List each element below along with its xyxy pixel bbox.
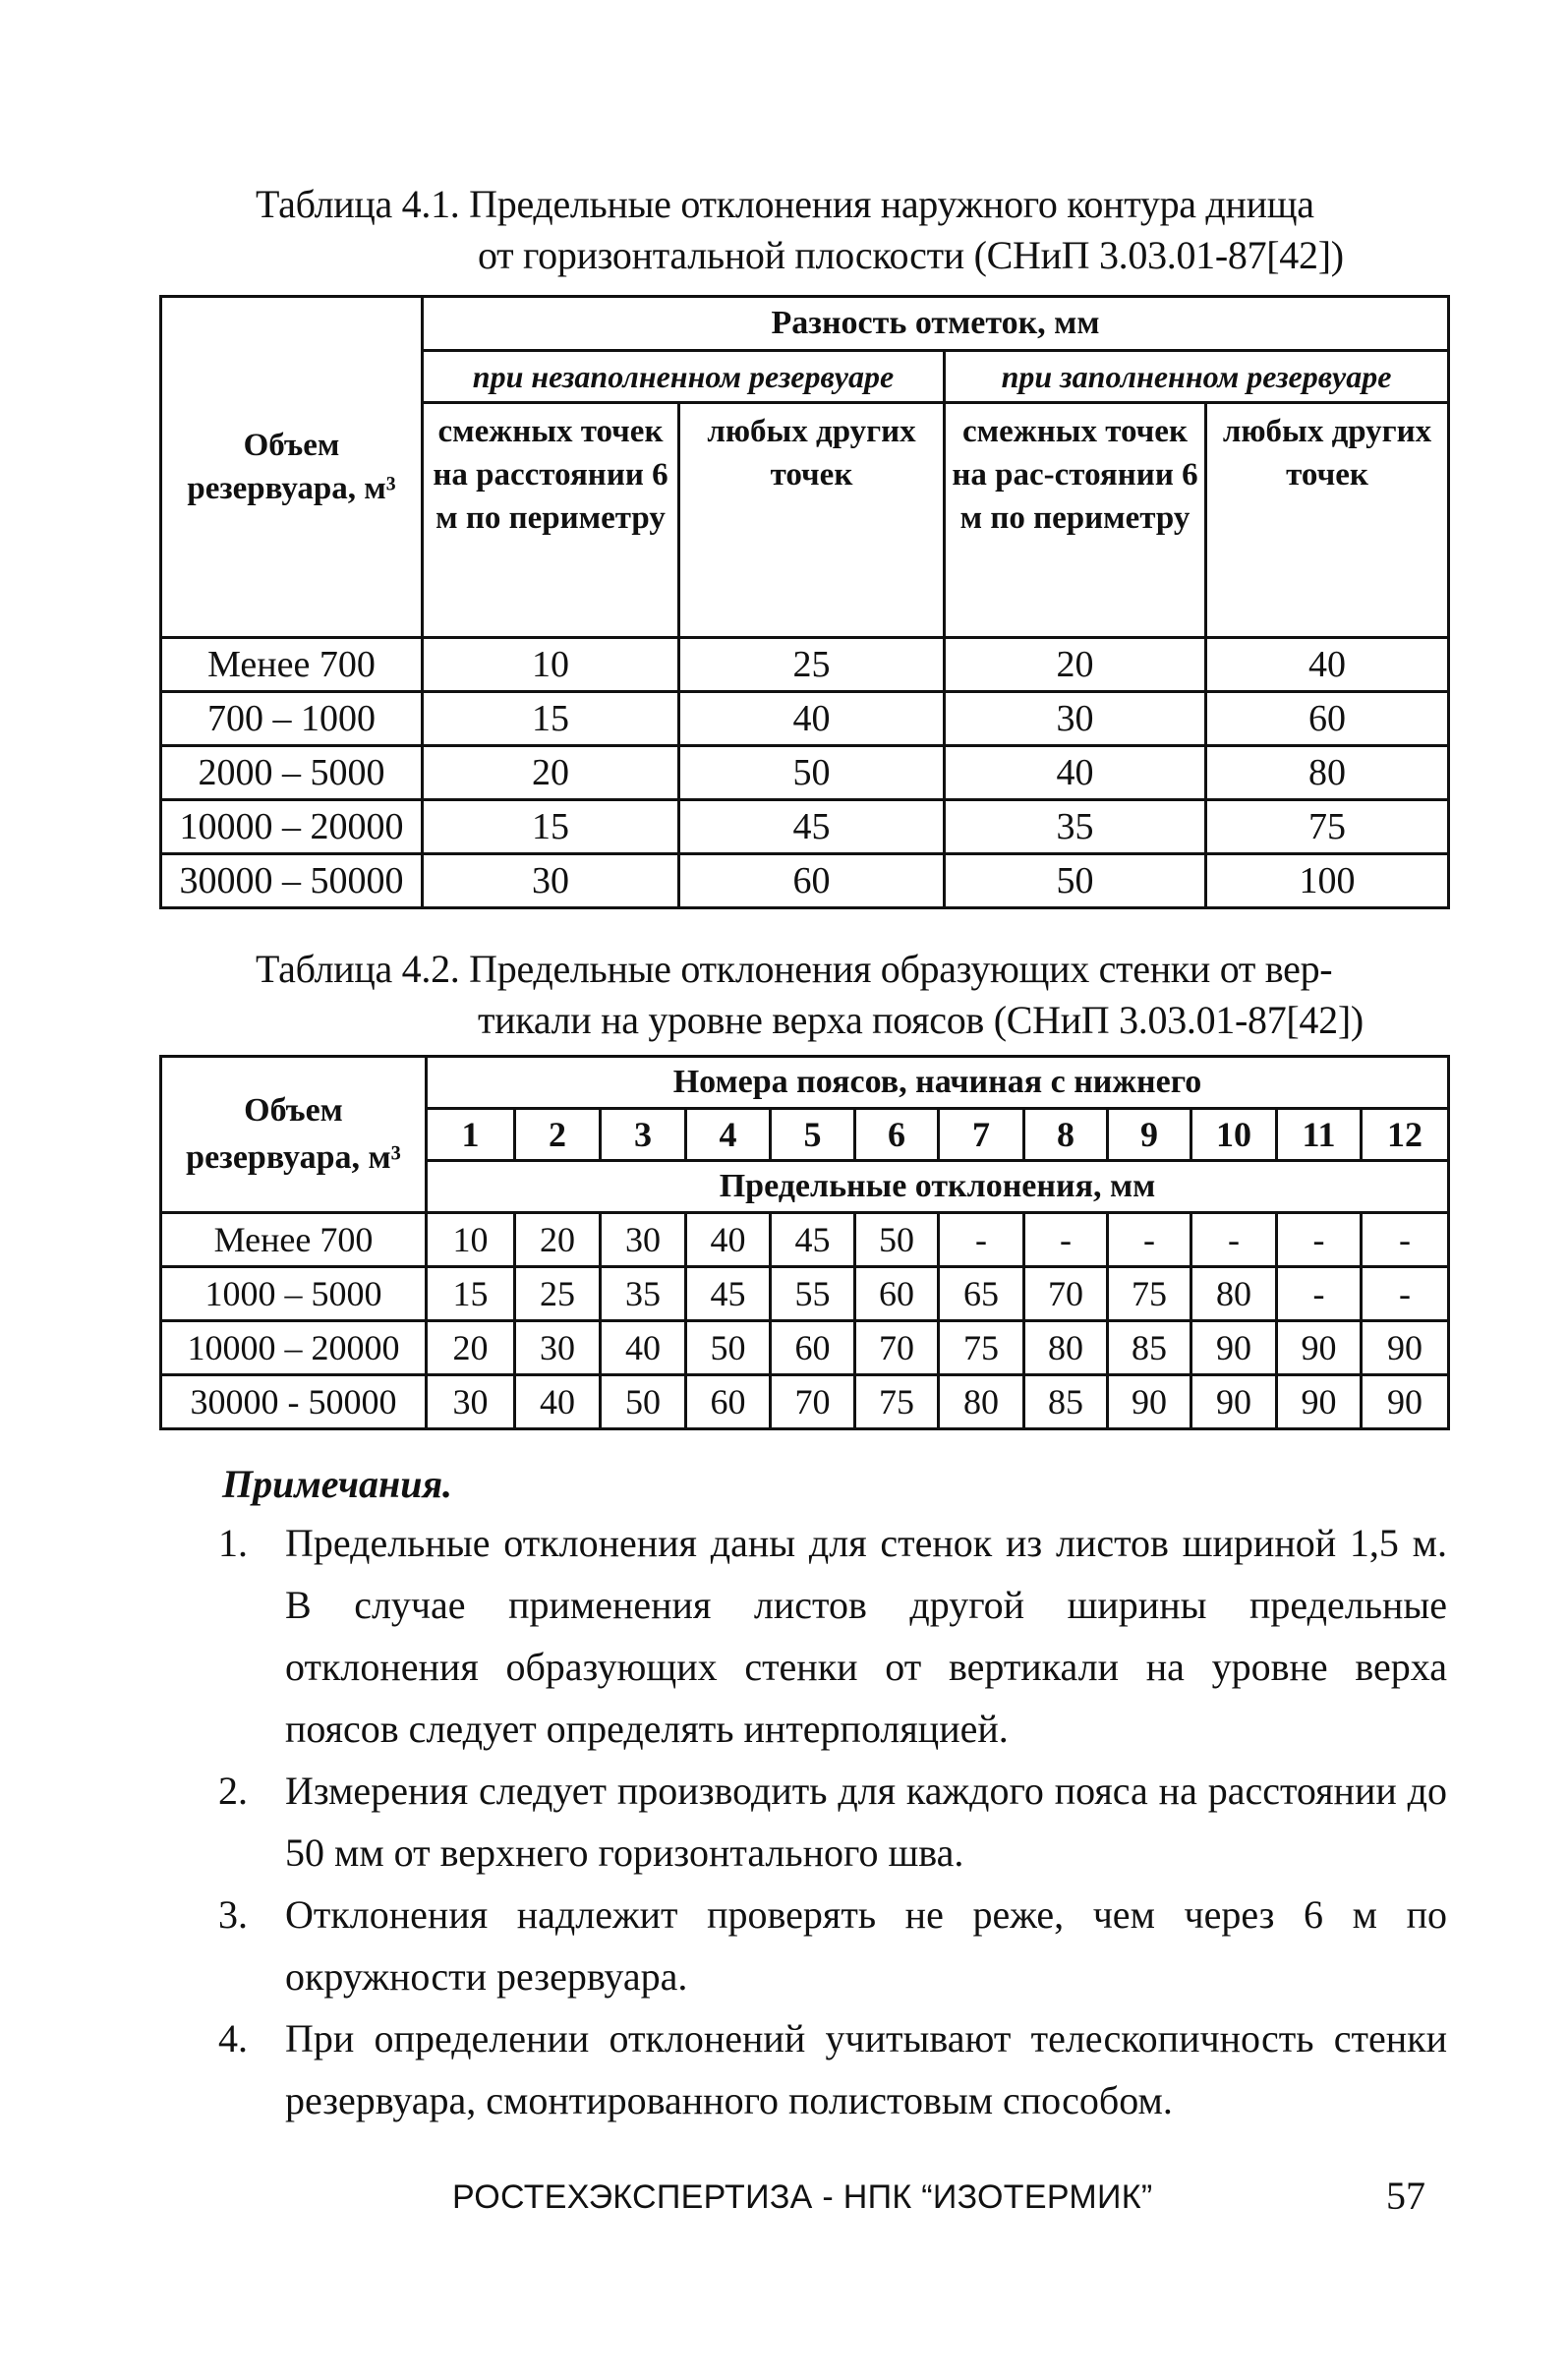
value-cell: 15 xyxy=(427,1267,515,1321)
value-cell: 40 xyxy=(679,692,945,746)
value-cell: 60 xyxy=(1206,692,1449,746)
note-item xyxy=(218,1884,1447,2007)
value-cell: 50 xyxy=(855,1213,939,1267)
value-cell: 60 xyxy=(855,1267,939,1321)
volume-column-header: Объем резервуара, м³ xyxy=(161,1057,427,1213)
value-cell: 70 xyxy=(855,1321,939,1375)
volume-cell: 1000 – 5000 xyxy=(161,1267,427,1321)
value-cell: 20 xyxy=(515,1213,601,1267)
volume-cell: Менее 700 xyxy=(161,1213,427,1267)
value-cell: 60 xyxy=(771,1321,855,1375)
value-cell: - xyxy=(1024,1213,1108,1267)
value-cell: 65 xyxy=(939,1267,1024,1321)
value-cell: - xyxy=(1277,1267,1362,1321)
max-deviation-header: Предельные отклонения, мм xyxy=(427,1161,1449,1213)
table-4-1-caption-line2: от горизонтальной плоскости (СНиП 3.03.01-87[42]) xyxy=(478,233,1344,277)
belt-number-8: 8 xyxy=(1024,1109,1108,1161)
note-item xyxy=(218,1512,1447,1760)
value-cell: 40 xyxy=(515,1375,601,1429)
note-item xyxy=(218,1760,1447,1884)
volume-cell: 10000 – 20000 xyxy=(161,800,423,854)
value-cell: 90 xyxy=(1191,1321,1277,1375)
value-cell: 35 xyxy=(945,800,1206,854)
value-cell: 40 xyxy=(945,746,1206,800)
value-cell: - xyxy=(1191,1213,1277,1267)
value-cell: - xyxy=(1362,1213,1449,1267)
value-cell: 80 xyxy=(1206,746,1449,800)
note-text: При определении отклонений учитывают телескопичность стенки резервуара, смонтированного полистовым способом. xyxy=(285,2016,1447,2122)
table-row xyxy=(161,746,1449,800)
sub-header-any-empty: любых других точек xyxy=(679,403,945,638)
value-cell: 30 xyxy=(945,692,1206,746)
table-4-1 xyxy=(159,295,1450,909)
value-cell: 50 xyxy=(945,854,1206,908)
filled-tank-header: при заполненном резервуаре xyxy=(945,351,1449,403)
sub-header-adjacent-empty: смежных точек на расстоянии 6 м по периметру xyxy=(423,403,679,638)
belt-number-7: 7 xyxy=(939,1109,1024,1161)
value-cell: 70 xyxy=(1024,1267,1108,1321)
table-4-2 xyxy=(159,1055,1450,1430)
value-cell: 30 xyxy=(601,1213,686,1267)
note-number: 1. xyxy=(218,1521,248,1565)
value-cell: 30 xyxy=(423,854,679,908)
value-cell: 45 xyxy=(679,800,945,854)
table-row xyxy=(161,638,1449,692)
value-cell: - xyxy=(1277,1213,1362,1267)
table-row xyxy=(161,800,1449,854)
footer-publisher: РОСТЕХЭКСПЕРТИЗА - НПК “ИЗОТЕРМИК” xyxy=(452,2178,1153,2216)
value-cell: 80 xyxy=(1191,1267,1277,1321)
sub-header-any-filled: любых других точек xyxy=(1206,403,1449,638)
belt-number-3: 3 xyxy=(601,1109,686,1161)
value-cell: 90 xyxy=(1362,1375,1449,1429)
value-cell: 10 xyxy=(423,638,679,692)
volume-column-header: Объем резервуара, м³ xyxy=(161,297,423,638)
value-cell: 75 xyxy=(855,1375,939,1429)
value-cell: 50 xyxy=(686,1321,771,1375)
volume-cell: Менее 700 xyxy=(161,638,423,692)
value-cell: 30 xyxy=(427,1375,515,1429)
table-row xyxy=(161,854,1449,908)
volume-cell: 700 – 1000 xyxy=(161,692,423,746)
value-cell: 60 xyxy=(686,1375,771,1429)
note-item xyxy=(218,2007,1447,2131)
value-cell: 25 xyxy=(679,638,945,692)
value-cell: 50 xyxy=(679,746,945,800)
value-cell: 100 xyxy=(1206,854,1449,908)
value-cell: 20 xyxy=(945,638,1206,692)
value-cell: 35 xyxy=(601,1267,686,1321)
value-cell: 15 xyxy=(423,800,679,854)
table-4-1-caption-line1: Таблица 4.1. Предельные отклонения наружного контура днища xyxy=(256,182,1314,226)
value-cell: 75 xyxy=(939,1321,1024,1375)
note-text: Измерения следует производить для каждого пояса на расстоянии до 50 мм от верхнего горизонтального шва. xyxy=(285,1769,1447,1875)
note-number: 3. xyxy=(218,1892,248,1937)
sub-header-adjacent-filled: смежных точек на рас-стоянии 6 м по периметру xyxy=(945,403,1206,638)
value-cell: 45 xyxy=(686,1267,771,1321)
table-row xyxy=(161,1213,1449,1267)
value-cell: 75 xyxy=(1206,800,1449,854)
value-cell: - xyxy=(1108,1213,1191,1267)
note-number: 2. xyxy=(218,1769,248,1813)
note-text: Предельные отклонения даны для стенок из листов шириной 1,5 м. В случае применения листов другой ширины предельные отклонения образующих стенки от вертикали на уровне верха поясов следует определять интерполяцией. xyxy=(285,1521,1447,1751)
belt-numbers-header: Номера поясов, начиная с нижнего xyxy=(427,1057,1449,1109)
value-cell: 25 xyxy=(515,1267,601,1321)
value-cell: 75 xyxy=(1108,1267,1191,1321)
table-row xyxy=(161,1375,1449,1429)
table-row xyxy=(161,1321,1449,1375)
belt-number-6: 6 xyxy=(855,1109,939,1161)
value-cell: 40 xyxy=(1206,638,1449,692)
volume-cell: 30000 – 50000 xyxy=(161,854,423,908)
page-number: 57 xyxy=(1386,2174,1425,2218)
note-number: 4. xyxy=(218,2016,248,2061)
table-4-2-caption xyxy=(256,944,1364,1046)
value-cell: 30 xyxy=(515,1321,601,1375)
value-cell: 20 xyxy=(427,1321,515,1375)
table-4-2-caption-line1: Таблица 4.2. Предельные отклонения образующих стенки от вер- xyxy=(256,947,1333,991)
value-cell: 15 xyxy=(423,692,679,746)
value-cell: 85 xyxy=(1024,1375,1108,1429)
table-row xyxy=(161,1267,1449,1321)
value-cell: 50 xyxy=(601,1375,686,1429)
value-cell: - xyxy=(939,1213,1024,1267)
notes-list xyxy=(218,1512,1447,2131)
belt-number-9: 9 xyxy=(1108,1109,1191,1161)
belt-number-5: 5 xyxy=(771,1109,855,1161)
value-cell: 90 xyxy=(1191,1375,1277,1429)
table-4-1-caption xyxy=(256,179,1344,281)
value-cell: - xyxy=(1362,1267,1449,1321)
belt-number-4: 4 xyxy=(686,1109,771,1161)
value-cell: 20 xyxy=(423,746,679,800)
belt-number-2: 2 xyxy=(515,1109,601,1161)
volume-cell: 10000 – 20000 xyxy=(161,1321,427,1375)
value-cell: 45 xyxy=(771,1213,855,1267)
notes-title: Примечания. xyxy=(222,1462,453,1506)
belt-number-10: 10 xyxy=(1191,1109,1277,1161)
value-cell: 90 xyxy=(1277,1321,1362,1375)
level-difference-header: Разность отметок, мм xyxy=(423,297,1449,351)
table-4-2-caption-line2: тикали на уровне верха поясов (СНиП 3.03.01-87[42]) xyxy=(478,998,1364,1042)
value-cell: 85 xyxy=(1108,1321,1191,1375)
value-cell: 70 xyxy=(771,1375,855,1429)
note-text: Отклонения надлежит проверять не реже, чем через 6 м по окружности резервуара. xyxy=(285,1892,1447,1999)
empty-tank-header: при незаполненном резервуаре xyxy=(423,351,945,403)
value-cell: 80 xyxy=(1024,1321,1108,1375)
value-cell: 10 xyxy=(427,1213,515,1267)
value-cell: 90 xyxy=(1108,1375,1191,1429)
value-cell: 60 xyxy=(679,854,945,908)
value-cell: 90 xyxy=(1362,1321,1449,1375)
volume-cell: 2000 – 5000 xyxy=(161,746,423,800)
belt-number-12: 12 xyxy=(1362,1109,1449,1161)
value-cell: 90 xyxy=(1277,1375,1362,1429)
table-row xyxy=(161,692,1449,746)
belt-number-1: 1 xyxy=(427,1109,515,1161)
belt-number-11: 11 xyxy=(1277,1109,1362,1161)
value-cell: 80 xyxy=(939,1375,1024,1429)
value-cell: 40 xyxy=(686,1213,771,1267)
value-cell: 40 xyxy=(601,1321,686,1375)
value-cell: 55 xyxy=(771,1267,855,1321)
volume-cell: 30000 - 50000 xyxy=(161,1375,427,1429)
